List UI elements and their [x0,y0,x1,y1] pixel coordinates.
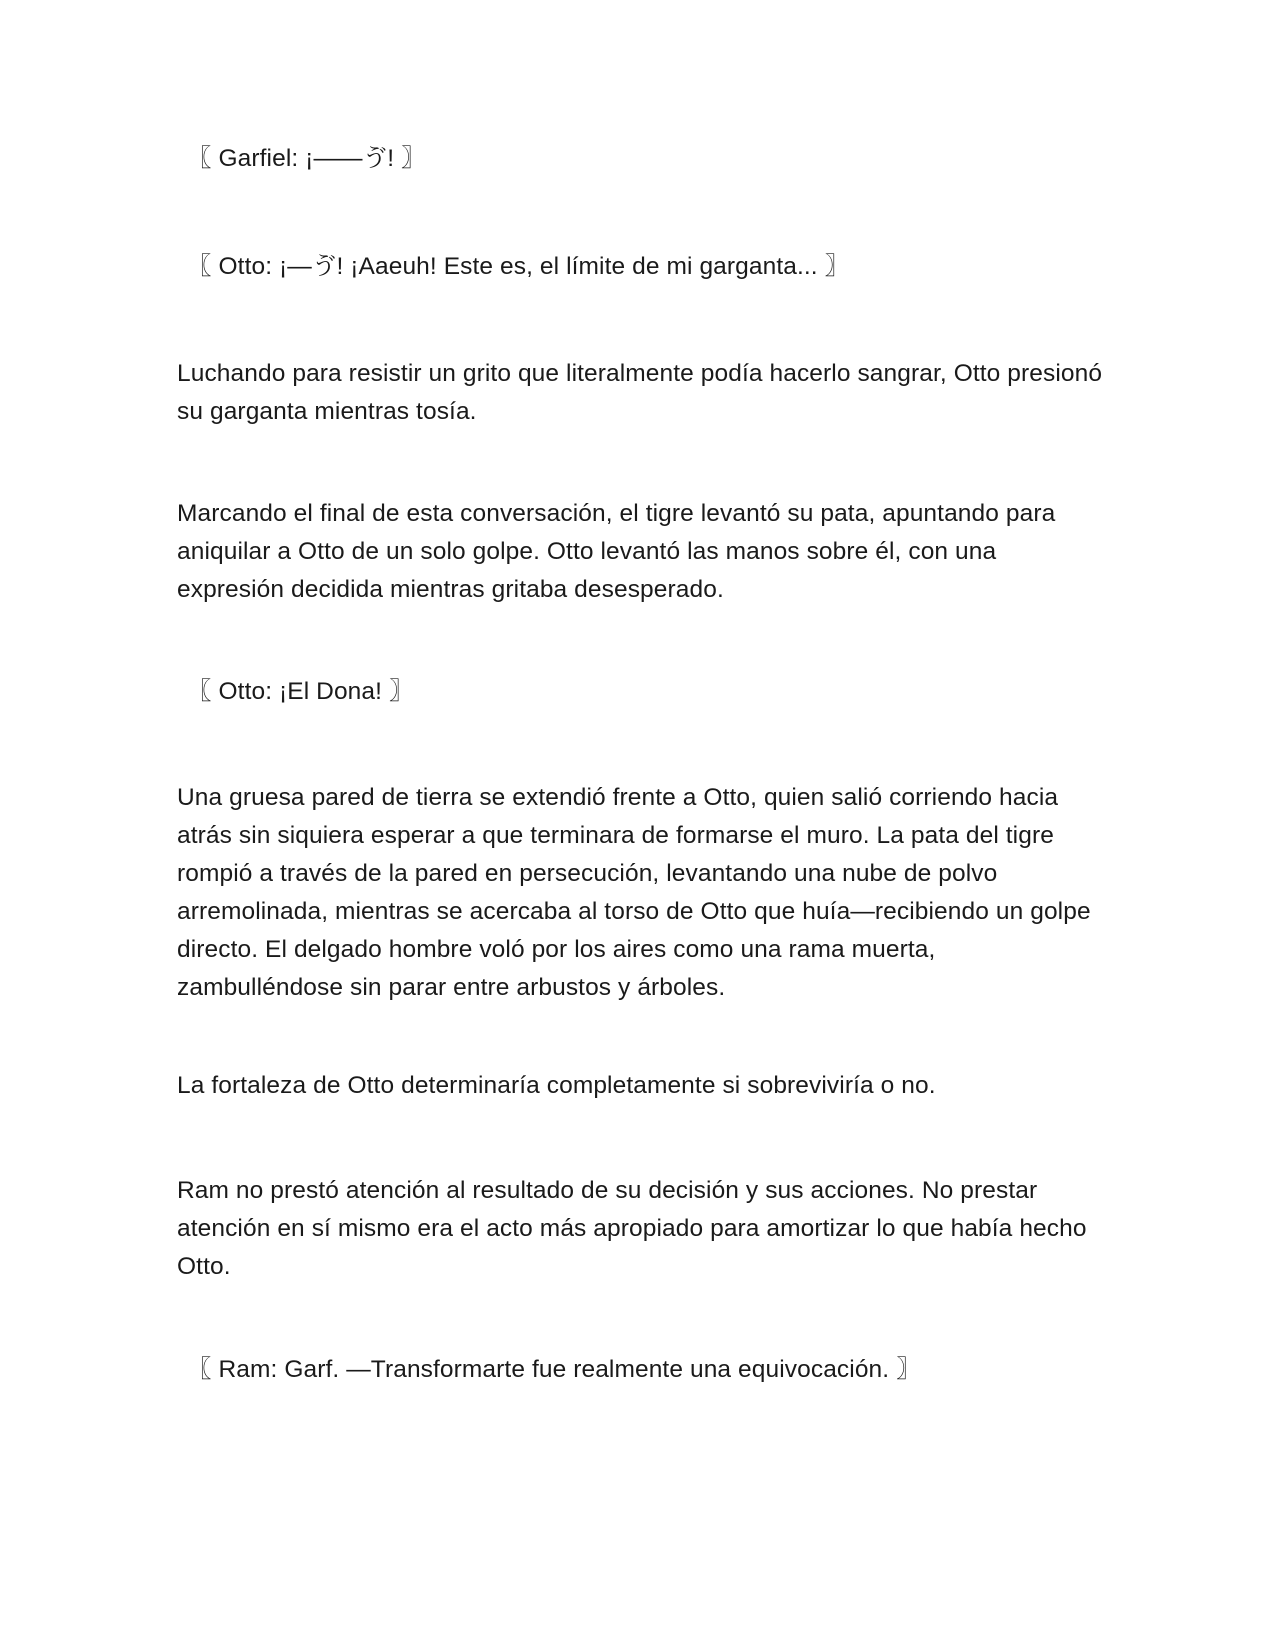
dialogue-line-otto: 〖 Otto: ¡—ゔ! ¡Aaeuh! Este es, el límite de mi garganta... 〗 [187,253,850,280]
narration-paragraph: Luchando para resistir un grito que literalmente podía hacerlo sangrar, Otto presionó su garganta mientras tosía. [177,360,1103,425]
dialogue-line-ram: 〖 Ram: Garf. —Transformarte fue realmente una equivocación. 〗 [187,1356,921,1383]
narration-paragraph: La fortaleza de Otto determinaría completamente si sobreviviría o no. [177,1072,936,1099]
narration-paragraph: Ram no prestó atención al resultado de su decisión y sus acciones. No prestar atención en sí mismo era el acto más apropiado para amortizar lo que había hecho Otto. [177,1177,1087,1280]
narration-paragraph: Una gruesa pared de tierra se extendió frente a Otto, quien salió corriendo hacia atrás sin siquiera esperar a que terminara de formarse el muro. La pata del tigre rompió a través de la pared en persecución, levantando una nube de polvo arremolinada, mientras se acercaba al torso de Otto que huía—recibiendo un golpe directo. El delgado hombre voló por los aires como una rama muerta, zambulléndose sin parar entre arbustos y árboles. [177,784,1091,1001]
dialogue-line-garfiel: 〖 Garfiel: ¡——ゔ! 〗 [187,145,426,172]
narration-paragraph: Marcando el final de esta conversación, el tigre levantó su pata, apuntando para aniquilar a Otto de un solo golpe. Otto levantó las manos sobre él, con una expresión decidida mientras gritaba desesperado. [177,500,1056,603]
dialogue-line-otto-el-dona: 〖 Otto: ¡El Dona! 〗 [187,678,414,705]
